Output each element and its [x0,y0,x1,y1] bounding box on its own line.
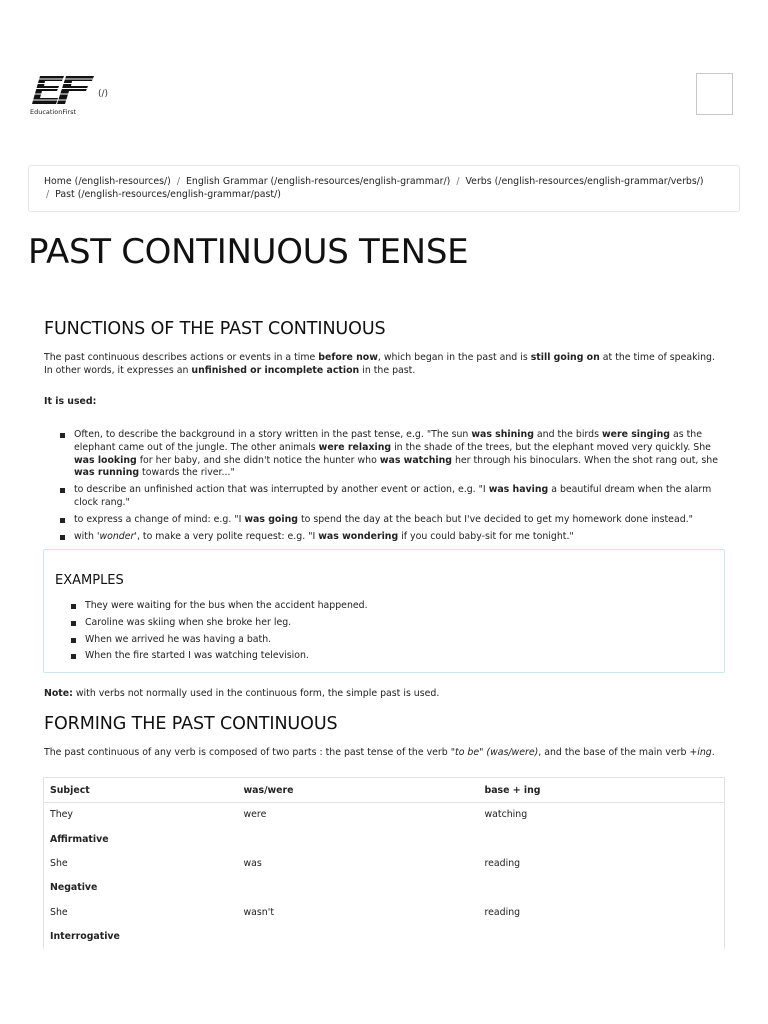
breadcrumb-separator: / [456,176,460,187]
table-row [44,803,725,827]
examples-box [43,549,725,673]
logo-caption: EducationFirst [30,108,77,116]
breadcrumb-home[interactable]: Home (/english-resources/) [44,176,171,187]
uses-list [44,429,726,547]
table-cell: watching [484,809,528,821]
breadcrumb [28,165,740,212]
table-cell: Interrogative [50,931,120,943]
table-row [44,924,725,948]
note: Note: with verbs not normally used in the continuous form, the simple past is used. [44,688,440,699]
table-row [44,827,725,851]
functions-heading: FUNCTIONS OF THE PAST CONTINUOUS [44,319,386,339]
table-row [44,900,725,924]
examples-heading: EXAMPLES [55,573,124,588]
list-item: Often, to describe the background in a story written in the past tense, e.g. "The sun was shining and the birds were singing as the elephant came out of the jungle. The other animals were relaxing in the shade of the trees, but the elephant moved very quickly. She was looking for her baby, and she didn't notice the hunter who was watching her through his binoculars. When the shot rang out, she was running towards the river..." [44,429,726,480]
examples-list [55,600,368,667]
forming-text: The past continuous of any verb is composed of two parts : the past tense of the verb "to be" (was/were), and the base of the main verb +ing. [44,747,715,758]
table-row [44,876,725,900]
breadcrumb-english-grammar[interactable]: English Grammar (/english-resources/english-grammar/) [185,176,451,187]
table-cell: reading [484,906,521,918]
list-item: When the fire started I was watching television. [55,650,368,663]
table-cell [479,924,725,948]
page-title: PAST CONTINUOUS TENSE [28,232,469,272]
breadcrumb-separator: / [46,188,50,200]
list-item: Caroline was skiing when she broke her leg. [55,617,368,630]
list-item: to describe an unfinished action that was interrupted by another event or action, e.g. "I was having a beautiful dream when the alarm clock rang." [44,484,726,510]
table-row [44,851,725,875]
table-cell: were [243,809,267,821]
site-header [0,0,768,140]
list-item: to express a change of mind: e.g. "I was going to spend the day at the beach but I've decided to get my homework done instead." [44,514,726,527]
table-header-row [44,778,725,803]
table-cell: was [243,857,262,869]
table-cell [238,924,479,948]
table-cell [238,876,479,900]
list-item: When we arrived he was having a bath. [55,634,368,647]
column-header: Subject [44,778,238,803]
menu-button[interactable] [696,73,733,115]
breadcrumb-separator: / [176,176,180,187]
table-cell: wasn't [243,906,274,918]
table-cell [479,876,725,900]
table-cell: Affirmative [50,833,109,845]
list-item: with 'wonder', to make a very polite request: e.g. "I was wondering if you could baby-sit for me tonight." [44,531,726,544]
table-cell [238,827,479,851]
conjugation-table [43,777,725,949]
table-cell: She [50,906,68,918]
ef-logo[interactable] [30,74,96,118]
list-item: They were waiting for the bus when the accident happened. [55,600,368,613]
table-cell: They [50,809,73,821]
column-header: base + ing [479,778,725,803]
table-cell: reading [484,857,521,869]
breadcrumb-verbs[interactable]: Verbs (/english-resources/english-grammar/verbs/) [465,176,704,187]
functions-intro: The past continuous describes actions or events in a time before now, which began in the past and is still going on at the time of speaking. In other words, it expresses an unfinished or incomplete action in the past. [44,352,715,376]
column-header: was/were [238,778,479,803]
logo-link-text[interactable]: (/) [98,89,109,99]
table-cell: Negative [50,882,98,894]
used-label: It is used: [44,396,97,407]
table-cell: She [50,857,68,869]
table-cell [479,827,725,851]
forming-heading: FORMING THE PAST CONTINUOUS [44,714,338,734]
breadcrumb-past[interactable]: Past (/english-resources/english-grammar/past/) [55,188,281,200]
